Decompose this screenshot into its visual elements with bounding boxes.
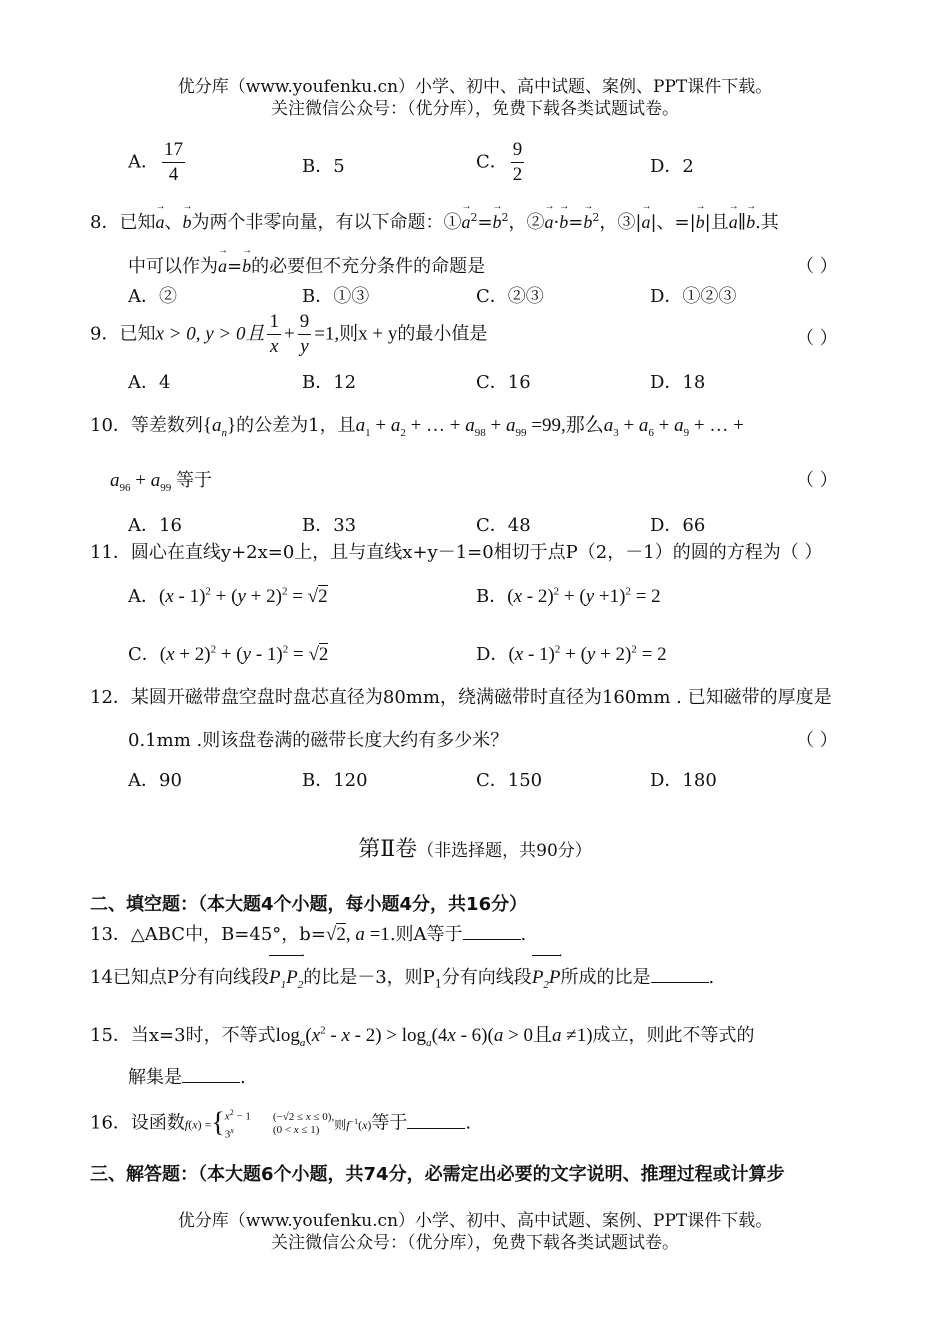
q15-stem-line-2 bbox=[128, 1063, 246, 1089]
q10-sum-value: =99,那么 bbox=[531, 415, 604, 436]
q8-stem-c: 为两个非零向量，有以下命题：① bbox=[191, 212, 462, 233]
q8-stem-i: .其 bbox=[755, 212, 779, 233]
q15-stem-2: 解集是 bbox=[128, 1067, 182, 1088]
q8-stem-line-2: 中可以作为→ a=→ b的必要但不充分条件的命题是 bbox=[128, 252, 485, 278]
q8-stem-g: |且 bbox=[704, 212, 729, 233]
q9-option-a: A．4 bbox=[128, 372, 171, 393]
q16-stem-post: 等于 bbox=[371, 1112, 408, 1134]
q8-option-b: B．①③ bbox=[302, 286, 370, 307]
q16-answer-blank[interactable] bbox=[407, 1112, 465, 1129]
part2-subtitle: （非选择题，共90分） bbox=[417, 841, 592, 861]
q14-stem-mid: 的比是－3，则P bbox=[303, 967, 435, 988]
q8-answer-paren: （ ） bbox=[796, 256, 838, 277]
q10-option-c: C．48 bbox=[476, 515, 531, 536]
q9-option-b: B．12 bbox=[302, 372, 357, 393]
q10-stem-mid: 的公差为1，且 bbox=[236, 415, 356, 436]
q8-stem-2a: 中可以作为 bbox=[128, 256, 218, 277]
q7-c-label: C． bbox=[476, 151, 508, 173]
q10-answer-paren: （ ） bbox=[796, 470, 838, 491]
header-line-2: 关注微信公众号：（优分库），免费下载各类试题试卷。 bbox=[271, 99, 679, 119]
section3-title: 三、解答题：（本大题6个小题，共74分，必需定出必要的文字说明、推理过程或计算步 bbox=[90, 1164, 785, 1185]
q10-option-d: D．66 bbox=[650, 515, 706, 536]
q13-stem-pre: 13．△ABC中，B=45°，b= bbox=[90, 924, 326, 945]
q16-stem: 16．设函数$f(x) =\{x^2 - 1$ $3^x(-√2 \le x \le 0)$, (0 < x ≤ 1) 则$f^{-1}(x)$等于 . bbox=[90, 1107, 472, 1141]
q13-end: . bbox=[520, 924, 527, 945]
q8-stem-line-1: 8．已知→ a、→ b为两个非零向量，有以下命题：①→ $a^2=\to b^2$，②→ $a\cdot\to b=\to b^2$，③|→ a|、=|→ b|且→ a∥→ b.其 bbox=[90, 208, 779, 234]
q11-d-label: D． bbox=[476, 644, 509, 665]
q12-option-d: D．180 bbox=[650, 770, 717, 791]
q11-a-label: A． bbox=[128, 586, 159, 607]
q7-option-c bbox=[476, 138, 527, 187]
q11-option-c: C．$(x + 2)^2 + (y - 1)^2 = √2$ bbox=[128, 643, 329, 665]
q8-stem-h: ∥ bbox=[737, 212, 747, 233]
q9-answer-paren: （ ） bbox=[796, 328, 838, 349]
q15-answer-blank[interactable] bbox=[182, 1066, 240, 1083]
q8-option-a: A．② bbox=[128, 286, 177, 307]
q16-end: . bbox=[465, 1112, 472, 1134]
section2-title: 二、填空题：（本大题4个小题，每小题4分，共16分） bbox=[90, 894, 528, 915]
q10-stem-pre: 10．等差数列 bbox=[90, 415, 203, 436]
q13-stem-post: .则A等于 bbox=[389, 924, 463, 945]
q9-equation: =1,则x + y bbox=[314, 323, 398, 345]
q13-answer-blank[interactable] bbox=[463, 923, 521, 940]
q9-option-c: C．16 bbox=[476, 372, 531, 393]
q10-option-a: A．16 bbox=[128, 515, 182, 536]
q15-stem-post: 成立，则此不等式的 bbox=[592, 1025, 755, 1046]
q7-c-denominator: 2 bbox=[512, 164, 523, 185]
q11-option-d: D．$(x - 1)^2 + (y + 2)^2 = 2$ bbox=[476, 643, 667, 665]
q7-a-label: A． bbox=[128, 151, 159, 173]
footer-line-1: 优分库（www.youfenku.cn）小学、初中、高中试题、案例、PPT课件下载。 bbox=[177, 1211, 773, 1231]
q10-stem-line-1: 10．等差数列$\{a_n\}$的公差为1，且$a_1 + a_2$ + … + $a_{98} + a_{99} =99$,那么$a_3 + a_6 + a_9$ + … + bbox=[90, 415, 744, 439]
q13-stem: 13．△ABC中，B=45°，b=√2, a =1.则A等于 . bbox=[90, 924, 527, 945]
q8-stem-e: ，③| bbox=[599, 212, 642, 233]
part2-title bbox=[0, 832, 950, 863]
q7-c-numerator: 9 bbox=[511, 138, 525, 163]
q8-stem-f: |、=| bbox=[650, 212, 696, 233]
q15-stem-pre: 15．当x=3时，不等式 bbox=[90, 1025, 276, 1046]
q14-stem-mid2: 分有向线段 bbox=[441, 967, 532, 988]
q11-b-label: B． bbox=[476, 586, 508, 607]
q16-stem-pre: 16．设函数 bbox=[90, 1112, 185, 1134]
q10-stem-cont: 等于 bbox=[175, 470, 212, 491]
q14-stem-pre: 14已知点P分有向线段 bbox=[90, 967, 270, 988]
q9-stem-post: 的最小值是 bbox=[397, 323, 488, 345]
q15-end: . bbox=[240, 1067, 246, 1088]
q12-stem-line-2: 0.1mm .则该盘卷满的磁带长度大约有多少米？ bbox=[128, 730, 509, 751]
q12-stem-line-1: 12．某圆开磁带盘空盘时盘芯直径为80mm，绕满磁带时直径为160mm . 已知磁带的厚度是 bbox=[90, 687, 832, 708]
q7-option-a bbox=[128, 138, 188, 187]
q10-stem-line-2: $a_{96} + a_{99}$ 等于 bbox=[110, 470, 212, 494]
header-line-1: 优分库（www.youfenku.cn）小学、初中、高中试题、案例、PPT课件下载。 bbox=[177, 77, 773, 97]
q8-stem-d: ，② bbox=[508, 212, 545, 233]
q8-stem-2b: 的必要但不充分条件的命题是 bbox=[251, 256, 486, 277]
q12-option-a: A．90 bbox=[128, 770, 182, 791]
q11-option-a: A．$(x - 1)^2 + (y + 2)^2 = √2$ bbox=[128, 585, 328, 607]
q15-stem-line-1: 15．当x=3时，不等式$\log_a(x^2 - x - 2) > \log_a(4x - 6)(a > 0$且a ≠1)成立，则此不等式的 bbox=[90, 1024, 755, 1049]
q7-option-d: D．2 bbox=[650, 156, 694, 177]
q9-condition: x > 0, y > 0且 bbox=[155, 323, 265, 345]
q12-option-b: B．120 bbox=[302, 770, 368, 791]
q14-stem: 14已知点P分有向线段 → $P_1P_2$的比是－3，则$P_1$分有向线段 → $P_2P$所成的比是 . bbox=[90, 949, 715, 991]
q9-option-d: D．18 bbox=[650, 372, 706, 393]
q8-stem-b: 、 bbox=[164, 212, 183, 233]
q14-answer-blank[interactable] bbox=[651, 966, 709, 983]
q14-end: . bbox=[708, 967, 715, 988]
q7-a-denominator: 4 bbox=[168, 164, 179, 185]
part2-title-main: 第Ⅱ卷 bbox=[358, 837, 418, 862]
q12-answer-paren: （ ） bbox=[796, 730, 838, 751]
q7-a-numerator: 17 bbox=[162, 138, 185, 163]
q9-stem: 9．已知x > 0, y > 0且 $\frac{1}{x}$ + $\frac{9}{y}$ =1,则x + y的最小值是 bbox=[90, 311, 488, 357]
q7-option-b: B．5 bbox=[302, 156, 345, 177]
q8-option-c: C．②③ bbox=[476, 286, 544, 307]
q8-stem-a: 8．已知 bbox=[90, 212, 156, 233]
q11-stem: 11．圆心在直线y+2x=0上，且与直线x+y－1=0相切于点P（2，－1）的圆的方程为（ ） bbox=[90, 542, 823, 563]
q9-stem-pre: 9．已知 bbox=[90, 323, 156, 345]
q11-c-label: C． bbox=[128, 644, 160, 665]
q11-option-b: B．$(x - 2)^2 + (y +1)^2 = 2$ bbox=[476, 585, 661, 607]
q12-option-c: C．150 bbox=[476, 770, 543, 791]
footer-line-2: 关注微信公众号：（优分库），免费下载各类试题试卷。 bbox=[271, 1233, 679, 1253]
q10-option-b: B．33 bbox=[302, 515, 357, 536]
q14-stem-post: 所成的比是 bbox=[560, 967, 651, 988]
q8-option-d: D．①②③ bbox=[650, 286, 737, 307]
